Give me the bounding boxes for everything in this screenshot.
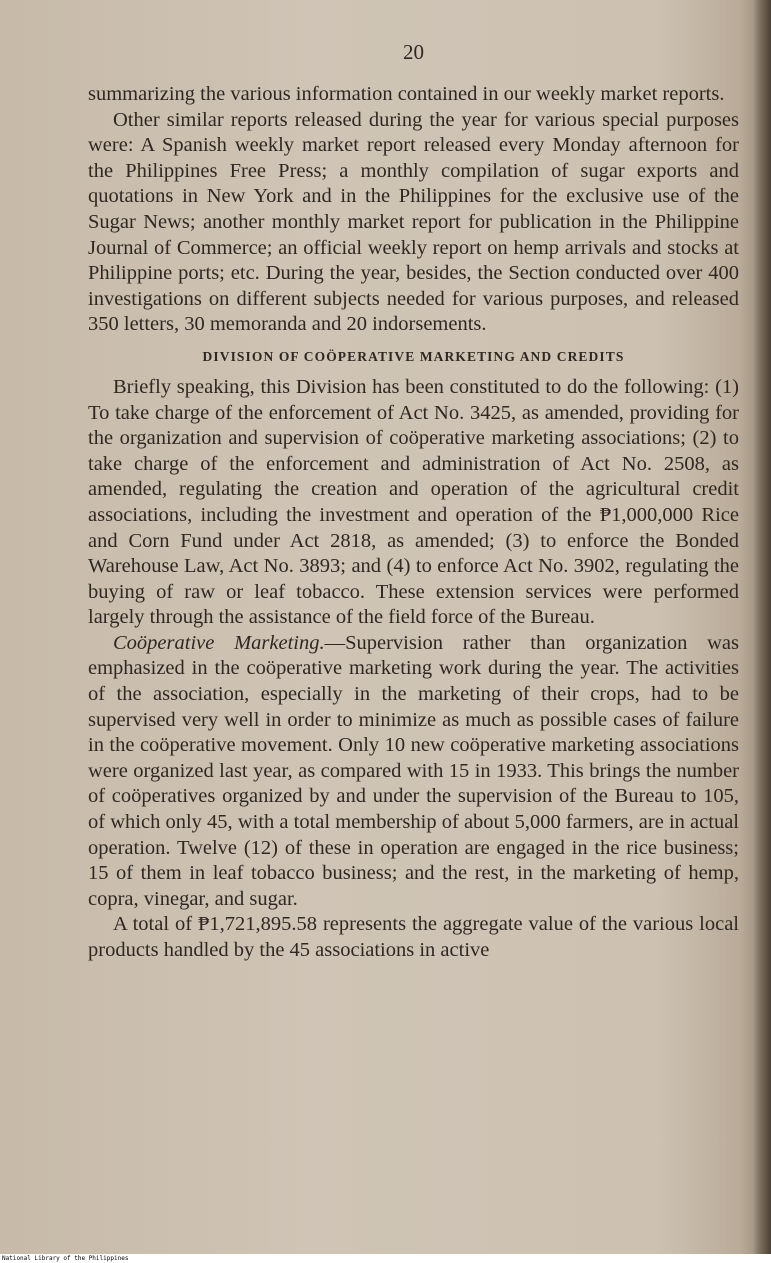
page-number: 20 xyxy=(403,40,424,64)
paragraph-total-value: A total of ₱1,721,895.58 represents the aggregate value of the various local products handled by the 45 associations in active xyxy=(88,913,739,961)
paragraph-other-reports: Other similar reports released during the year for various special purposes were: A Spanish weekly market report released every Monday afternoon for the Philippines Free Press; a monthly compilation of sugar exports and quotations in New York and in the Philippines for the exclusive use of the Sugar News; another monthly market report for publication in the Philippine Journal of Commerce; an official weekly report on hemp arrivals and stocks at Philippine ports; etc. During the year, besides, the Section conducted over 400 investigations on different subjects needed for various purposes, and released 350 letters, 30 memoranda and 20 indorsements. xyxy=(88,108,739,336)
paragraph-continued: summarizing the various information contained in our weekly market reports. xyxy=(88,83,725,105)
paragraph-cooperative-marketing xyxy=(88,631,739,913)
paragraph-division-functions: Briefly speaking, this Division has been constituted to do the following: (1) To take charge of the enforcement of Act No. 3425, as amended, providing for the organization and supervision of coöperative marketing associations; (2) to take charge of the enforcement and administration of Act No. 2508, as amended, regulating the creation and operation of the agricultural credit associations, including the investment and operation of the ₱1,000,000 Rice and Corn Fund under Act 2818, as amended; (3) to enforce the Bonded Warehouse Law, Act No. 3893; and (4) to enforce Act No. 3902, regulating the buying of raw or leaf tobacco. These extension services were performed largely through the assistance of the field force of the Bureau. xyxy=(88,375,739,629)
paragraph-cooperative-marketing-text: —Supervision rather than organization was emphasized in the coöperative marketing work during the year. The activities of the association, especially in the marketing of their crops, had to be supervised very well in order to minimize as much as possible cases of failure in the coöperative movement. Only 10 new coöperative marketing associations were organized last year, as compared with 15 in 1933. This brings the number of coöperatives organized by and under the supervision of the Bureau to 105, of which only 45, with a total membership of about 5,000 farmers, are in actual operation. Twelve (12) of these in operation are engaged in the rice business; 15 of them in leaf tobacco business; and the rest, in the marketing of hemp, copra, vinegar, and sugar. xyxy=(88,631,740,910)
section-heading: DIVISION OF COÖPERATIVE MARKETING AND CREDITS xyxy=(202,348,625,364)
page-spine-shadow xyxy=(753,0,771,1254)
run-in-title: Coöperative Marketing. xyxy=(113,631,325,654)
body-text xyxy=(88,82,739,964)
footer-credit: National Library of the Philippines xyxy=(2,1255,129,1262)
